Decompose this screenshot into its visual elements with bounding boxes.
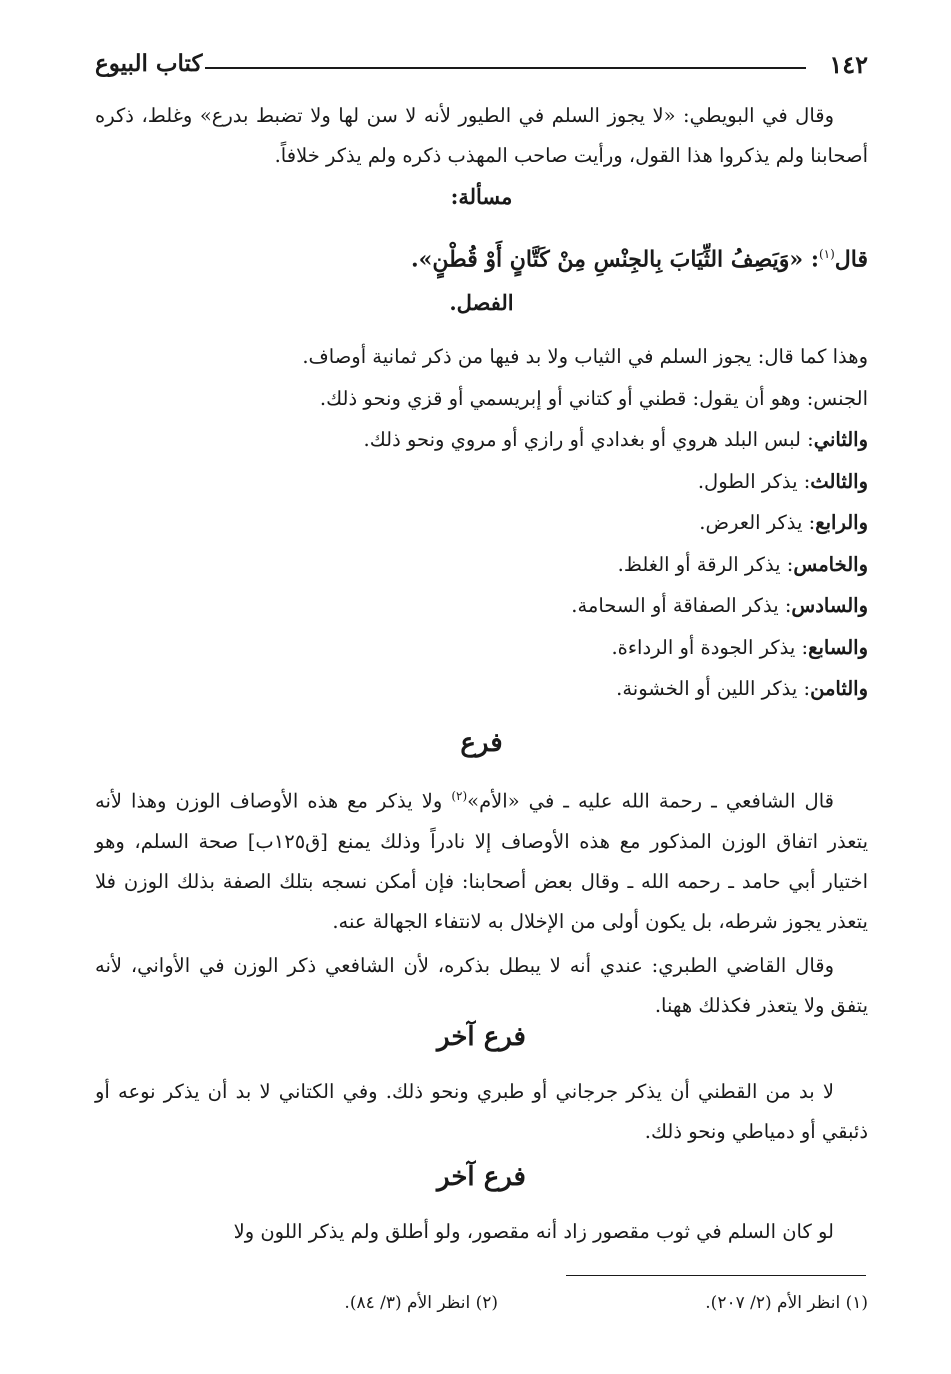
attribute-text: : يذكر اللين أو الخشونة. — [616, 677, 811, 700]
far1-heading: فرع — [460, 728, 503, 758]
intro-section — [95, 96, 868, 176]
attribute-key: والثالث — [810, 469, 868, 493]
list-item — [95, 502, 868, 544]
list-item — [95, 544, 868, 586]
intro-paragraph: وقال في البويطي: «لا يجوز السلم في الطيور لأنه لا سن لها ولا تضبط بدرع» وغلط، ذكره أصحابنا ولم يذكروا هذا القول، ورأيت صاحب المهذب ذكره ولم يذكر خلافاً. — [95, 104, 868, 167]
header-rule — [205, 67, 806, 69]
far1-p1-rest: ولا يذكر مع هذه الأوصاف الوزن وهذا لأنه يتعذر اتفاق الوزن المذكور مع هذه الأوصاف إلا نادراً وذلك يمنع [ق١٢٥ب] صحة السلم، وهو اختيار أبي حامد ـ رحمه الله ـ وقال بعض أصحابنا: فإن أمكن نسجه بتلك الصفة بذلك الوزن فلا يتعذر يجوز شرطه، بل يكون أولى من الإخلال به لانتفاء الجهالة عنه. — [95, 789, 868, 933]
far1-paragraph-2: وقال القاضي الطبري: عندي أنه لا يبطل بذكره، لأن الشافعي ذكر الوزن في الأواني، لأنه يتفق ولا يتعذر فكذلك ههنا. — [95, 953, 868, 1017]
far2-paragraph: لا بد من القطني أن يذكر جرجاني أو طبري ونحو ذلك. وفي الكتاني لا بد أن يذكر نوعه أو ذئبقي أو دمياطي ونحو ذلك. — [95, 1080, 868, 1143]
attributes-list — [95, 336, 868, 710]
list-item — [95, 461, 868, 503]
far1-paragraph-1 — [95, 776, 868, 942]
attribute-text: : يذكر الرقة أو الغلظ. — [617, 552, 794, 576]
attribute-text: الجنس: وهو أن يقول: قطني أو كتاني أو إبريسمي أو قزي ونحو ذلك. — [319, 386, 868, 410]
quote-lead: قال — [834, 246, 868, 273]
footnote-2: (٢) انظر الأم (٣/ ٨٤). — [344, 1293, 498, 1313]
attribute-text: : لبس البلد هروي أو بغدادي أو رازي أو مروي ونحو ذلك. — [363, 428, 814, 451]
far1-p1-start: قال الشافعي ـ رحمة الله عليه ـ في «الأم» — [467, 789, 834, 813]
attribute-key: والسابع — [808, 635, 868, 659]
attribute-key: والخامس — [793, 552, 868, 576]
far3-section — [95, 1212, 868, 1252]
far1-section — [95, 776, 868, 1026]
list-item — [95, 585, 868, 627]
far3-paragraph: لو كان السلم في ثوب مقصور زاد أنه مقصور، ولو أطلق ولم يذكر اللون ولا — [233, 1220, 834, 1243]
list-item — [95, 668, 868, 710]
attribute-text: : يذكر الصفاقة أو السحامة. — [571, 594, 792, 617]
attribute-key: والرابع — [815, 511, 868, 534]
footnote-1: (١) انظر الأم (٢/ ٢٠٧). — [705, 1293, 868, 1313]
attribute-text: : يذكر الجودة أو الرداءة. — [611, 635, 809, 659]
quote-text: : «وَيَصِفُ الثِّيَابَ بِالجِنْسِ مِنْ كَتَّانٍ أَوْ قُطْنٍ». — [410, 246, 819, 273]
list-item — [95, 627, 868, 669]
footnote-rule — [566, 1275, 866, 1276]
page-header — [95, 50, 868, 90]
far3-heading: فرع آخر — [437, 1162, 526, 1192]
list-item — [95, 419, 868, 461]
page-number: ١٤٢ — [829, 50, 868, 79]
attribute-text: : يذكر الطول. — [697, 469, 811, 493]
attribute-key: والثاني — [813, 428, 868, 451]
footnote-ref-2: (٢) — [451, 789, 468, 803]
attribute-text: : يذكر العرض. — [699, 511, 816, 534]
fasl-lead-line: وهذا كما قال: يجوز السلم في الثياب ولا بد فيها من ذكر ثمانية أوصاف. — [302, 345, 868, 368]
masala-heading: مسألة: — [450, 184, 513, 209]
attribute-key: والسادس — [791, 594, 868, 617]
book-title: كتاب البيوع — [95, 50, 203, 77]
matn-quote — [95, 232, 868, 281]
attribute-key: والثامن — [810, 677, 868, 700]
far2-section — [95, 1072, 868, 1152]
list-item — [95, 378, 868, 420]
far2-heading: فرع آخر — [437, 1022, 526, 1052]
fasl-heading: الفصل. — [449, 290, 514, 315]
footnote-ref-1: (١) — [818, 247, 835, 261]
